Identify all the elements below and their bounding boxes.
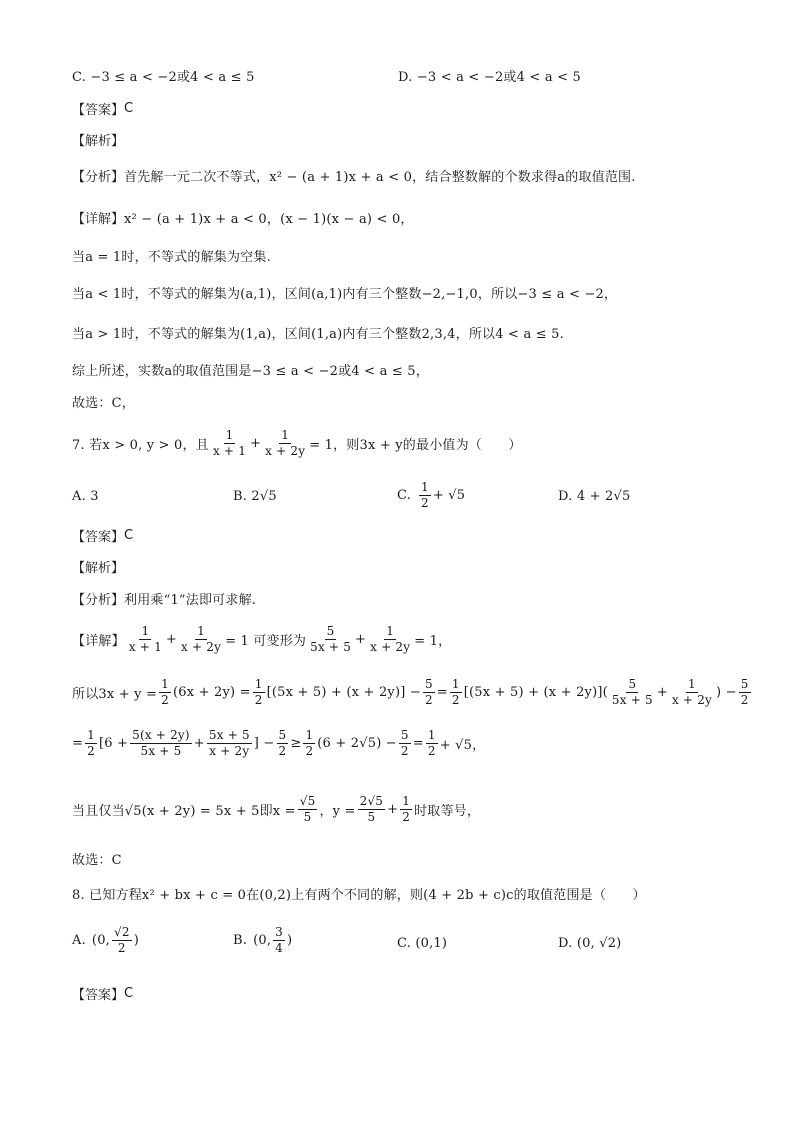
- q6-detail: [72, 208, 414, 227]
- q7-stem-fraction-2: $\frac{1}{x + 2y}$: [265, 428, 306, 458]
- q8-stem: 8. 已知方程x² + bx + c = 0在(0,2)上有两个不同的解，则(4 + 2b + c)c的取值范围是（ ）: [72, 888, 646, 903]
- q7-option-b: B. 2√5: [233, 489, 277, 504]
- q6-choice: 故选：C，: [72, 396, 135, 411]
- q6-answer: [72, 99, 133, 118]
- q7-option-c: C. $\frac{1}{2}$ + √5: [397, 480, 466, 510]
- q7-option-d: D. 4 + 2√5: [558, 489, 631, 504]
- q7-detail-line-4: 当且仅当√5(x + 2y) = 5x + 5即x = $\frac{√5}{5}$ ，y = $\frac{2√5}{5}$ + $\frac{1}{2}$ 时取等号，: [72, 794, 481, 824]
- q7-answer: 【答案】 C: [72, 528, 134, 545]
- q8-answer: 【答案】 C: [72, 986, 134, 1003]
- q6-case-2: 当a < 1时，不等式的解集为(a,1)，区间(a,1)内有三个整数−2,−1,0，所以−3 ≤ a < −2，: [72, 287, 618, 302]
- q7-analysis: 【分析】 利用乘“1”法即可求解.: [72, 593, 257, 608]
- q7-choice: 故选：C: [72, 853, 122, 868]
- q6-analysis: [72, 166, 636, 185]
- q6-jiexi-heading: 【解析】: [72, 134, 125, 149]
- detail-text: x² − (a + 1)x + a < 0，(x − 1)(x − a) < 0，: [124, 212, 414, 227]
- q8-option-c: C. (0,1): [397, 936, 448, 951]
- answer-tag: 【答案】: [72, 103, 125, 118]
- q6-case-3: 当a > 1时，不等式的解集为(1,a)，区间(1,a)内有三个整数2,3,4，所以4 < a ≤ 5.: [72, 327, 564, 342]
- q8-option-d: D. (0, √2): [558, 936, 622, 951]
- q7-detail-line-2: 所以3x + y = $\frac{1}{2}$ (6x + 2y) = $\frac{1}{2}$ [(5x + 5) + (x + 2y)] − $\frac{5}{2}$ = $\frac{1}{2}$ [(5x + 5) + (x + 2y)]( $\frac{5}{5x + 5}$ + $\frac{1}{x + 2y}$ ) − $\frac{5}{2}$: [72, 677, 749, 707]
- analysis-tag: 【分析】: [72, 170, 125, 185]
- q7-stem-fraction-1: $\frac{1}{x + 1}$: [212, 428, 247, 458]
- q7-detail-line-3: = $\frac{1}{2}$ [6 + $\frac{5(x + 2y)}{5x + 5}$ + $\frac{5x + 5}{x + 2y}$ ] − $\frac{5}{2}$ ≥ $\frac{1}{2}$ (6 + 2√5) − $\frac{5}{2}$ = $\frac{1}{2}$ + √5，: [72, 728, 486, 758]
- q6-case-1: 当a = 1时，不等式的解集为空集.: [72, 250, 271, 265]
- q6-option-d: D. −3 < a < −2或4 < a < 5: [398, 70, 582, 85]
- q8-option-a: A. (0, $\frac{√2}{2}$ ): [72, 925, 139, 955]
- q6-option-c: C. −3 ≤ a < −2或4 < a ≤ 5: [72, 70, 255, 85]
- detail-tag: 【详解】: [72, 212, 125, 227]
- q7-option-a: A. 3: [72, 489, 99, 504]
- q7-jiexi-heading: 【解析】: [72, 561, 125, 576]
- analysis-text: 首先解一元二次不等式，x² − (a + 1)x + a < 0，结合整数解的个数求得a的取值范围.: [124, 170, 636, 185]
- q7-stem: 7. 若x > 0, y > 0，且 $\frac{1}{x + 1}$ + $\frac{1}{x + 2y}$ = 1，则3x + y的最小值为（ ）: [72, 428, 522, 458]
- q7-detail-line-1: 【详解】 $\frac{1}{x + 1}$ + $\frac{1}{x + 2y}$ = 1 可变形为 $\frac{5}{5x + 5}$ + $\frac{1}{x + 2y}$ = 1，: [72, 624, 452, 654]
- q8-option-b: B. (0, $\frac{3}{4}$ ): [233, 925, 293, 955]
- q6-summary: 综上所述，实数a的取值范围是−3 ≤ a < −2或4 < a ≤ 5，: [72, 364, 429, 379]
- answer-value: C: [124, 101, 134, 116]
